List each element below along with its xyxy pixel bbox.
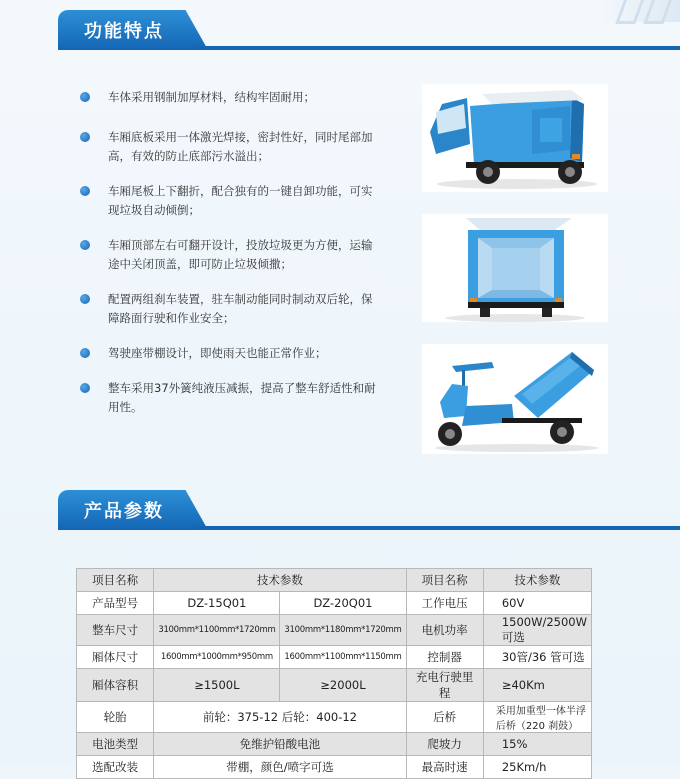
bullet-dot-icon <box>80 294 90 304</box>
feature-item <box>80 128 400 166</box>
section-header-params <box>58 490 680 530</box>
table-cell: 电池类型 <box>77 733 154 756</box>
table-cell: ≥40Km <box>483 669 591 702</box>
feature-item <box>80 236 400 274</box>
table-cell: 15% <box>483 733 591 756</box>
section-rule <box>198 526 680 530</box>
table-cell: 3100mm*1180mm*1720mm <box>280 615 406 646</box>
table-cell: 免维护铅酸电池 <box>154 733 406 756</box>
feature-text: 高，有效的防止底部污水溢出； <box>108 149 269 163</box>
feature-item <box>80 182 400 220</box>
bullet-dot-icon <box>80 92 90 102</box>
section-header-features <box>58 10 680 50</box>
table-cell: 1600mm*1100mm*1150mm <box>280 646 406 669</box>
table-cell: 25Km/h <box>483 756 591 779</box>
table-row <box>77 615 592 646</box>
product-photo-rear-open <box>422 214 608 322</box>
table-cell: ≥2000L <box>280 669 406 702</box>
bullet-dot-icon <box>80 186 90 196</box>
section-title: 功能特点 <box>84 21 164 42</box>
table-row <box>77 646 592 669</box>
table-cell: 后桥 <box>406 702 483 733</box>
table-row <box>77 702 592 733</box>
table-cell: DZ-20Q01 <box>280 592 406 615</box>
table-cell: 60V <box>483 592 591 615</box>
feature-item <box>80 88 400 107</box>
bullet-dot-icon <box>80 383 90 393</box>
table-cell: 带棚，颜色/喷字可选 <box>154 756 406 779</box>
feature-text: 障路面行驶和作业安全； <box>108 311 235 325</box>
feature-text: 整车采用37外簧纯液压减振，提高了整车舒适性和耐 <box>108 381 376 395</box>
table-cell: 轮胎 <box>77 702 154 733</box>
table-cell: 爬坡力 <box>406 733 483 756</box>
feature-item <box>80 379 400 417</box>
spec-table <box>76 568 592 779</box>
feature-text: 驾驶座带棚设计，即使雨天也能正常作业； <box>108 346 327 360</box>
feature-text: 途中关闭顶盖，即可防止垃圾倾撒； <box>108 257 292 271</box>
table-cell: 产品型号 <box>77 592 154 615</box>
section-rule <box>198 46 680 50</box>
table-cell: 30管/36 管可选 <box>483 646 591 669</box>
table-header-cell: 项目名称 <box>77 569 154 592</box>
table-header-row <box>77 569 592 592</box>
table-cell: 工作电压 <box>406 592 483 615</box>
table-cell: 3100mm*1100mm*1720mm <box>154 615 280 646</box>
table-cell: 1600mm*1000mm*950mm <box>154 646 280 669</box>
table-cell: 厢体容积 <box>77 669 154 702</box>
table-cell: DZ-15Q01 <box>154 592 280 615</box>
feature-text: 车体采用钢制加厚材料，结构牢固耐用； <box>108 90 315 104</box>
table-cell: 整车尺寸 <box>77 615 154 646</box>
feature-text: 现垃圾自动倾倒； <box>108 203 200 217</box>
table-cell: 厢体尺寸 <box>77 646 154 669</box>
feature-text: 车厢顶部左右可翻开设计，投放垃圾更为方便，运输 <box>108 238 373 252</box>
table-cell: 最高时速 <box>406 756 483 779</box>
table-header-cell: 项目名称 <box>406 569 483 592</box>
feature-item <box>80 290 400 328</box>
section-title: 产品参数 <box>84 501 164 522</box>
table-header-cell: 技术参数 <box>483 569 591 592</box>
feature-list <box>80 88 400 417</box>
table-cell: 选配改装 <box>77 756 154 779</box>
feature-item <box>80 344 400 363</box>
table-cell: 采用加重型一体半浮后桥（220 刹鼓） <box>483 702 591 733</box>
bullet-dot-icon <box>80 132 90 142</box>
table-cell: 前轮：375-12 后轮：400-12 <box>154 702 406 733</box>
table-row <box>77 756 592 779</box>
table-cell: ≥1500L <box>154 669 280 702</box>
product-photo-rear-side <box>422 84 608 192</box>
feature-text: 车厢尾板上下翻折，配合独有的一键自卸功能，可实 <box>108 184 373 198</box>
bullet-dot-icon <box>80 348 90 358</box>
table-cell: 1500W/2500W 可选 <box>483 615 591 646</box>
table-row <box>77 669 592 702</box>
product-photo-side-tipping <box>422 344 608 454</box>
table-cell: 控制器 <box>406 646 483 669</box>
table-cell: 电机功率 <box>406 615 483 646</box>
table-row <box>77 733 592 756</box>
feature-text: 车厢底板采用一体激光焊接，密封性好，同时尾部加 <box>108 130 373 144</box>
feature-text: 配置两组刹车装置，驻车制动能同时制动双后轮，保 <box>108 292 373 306</box>
table-row <box>77 592 592 615</box>
table-header-cell: 技术参数 <box>154 569 406 592</box>
bullet-dot-icon <box>80 240 90 250</box>
table-cell: 充电行驶里程 <box>406 669 483 702</box>
feature-text: 用性。 <box>108 400 143 414</box>
